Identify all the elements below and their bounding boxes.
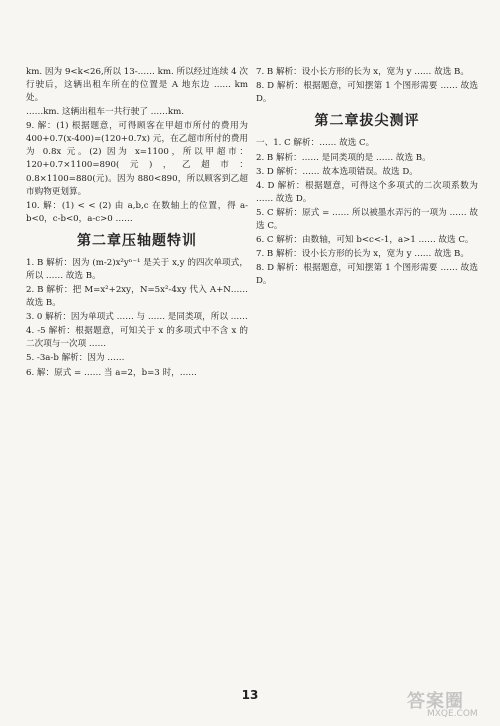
- test-answer-8: 8. D 解析：根据题意，可知摆第 1 个图形需要 …… 故选 D。: [256, 263, 478, 287]
- section-title-chapter2-training: 第二章压轴题特训: [77, 232, 197, 249]
- answer-9: 9. 解：(1) 根据题意，可得顾客在甲超市所付的费用为 400+0.7(x-400)=(120+0.7x) 元，在乙超市所付的费用为 0.8x 元。(2) 因为 x=1100，所以甲超市：120+0.7×1100=890(元)，乙超市：0.8×1100=880(元)。因为 880<890，所以顾客到乙超市购物更划算。: [26, 121, 248, 197]
- left-paragraph-1: km. 因为 9<k<26,所以 13-…… km. 所以经过连续 4 次行驶后，这辆出租车所在的位置是 A 地东边 …… km 处。: [26, 67, 248, 104]
- watermark-text: 答案圈: [407, 691, 464, 712]
- test-answer-4: 4. D 解析：根据题意，可得这个多项式的二次项系数为 …… 故选 D。: [256, 180, 478, 204]
- answer-8: 8. D 解析：根据题意，可知摆第 1 个图形需要 …… 故选 D。: [256, 81, 478, 105]
- right-column: [256, 66, 478, 289]
- section-title-chapter2-test: 第二章拔尖测评: [314, 113, 420, 130]
- training-answer-4: 4. -5 解析：根据题意，可知关于 x 的多项式中不含 x 的二次项与一次项 ……: [26, 326, 248, 350]
- left-column: [26, 66, 248, 381]
- training-answer-6: 6. 解：原式 = …… 当 a=2，b=3 时，……: [26, 367, 197, 378]
- watermark-url: MXQE.COM: [427, 709, 478, 719]
- test-answer-3: 3. D 解析：…… 故本选项错误。故选 D。: [256, 166, 418, 177]
- training-answer-3: 3. 0 解析：因为单项式 …… 与 …… 是同类项，所以 ……: [26, 312, 248, 323]
- answer-7: 7. B 解析：设小长方形的长为 x，宽为 y …… 故选 B。: [256, 67, 469, 77]
- watermark-logo: [407, 688, 493, 722]
- page-number: 13: [241, 688, 259, 702]
- test-answer-6: 6. C 解析：由数轴，可知 b<c<-1，a>1 …… 故选 C。: [256, 234, 474, 245]
- training-answer-1: 1. B 解析：因为 (m-2)x²yⁿ⁻¹ 是关于 x,y 的四次单项式，所以 …… 故选 B。: [26, 258, 248, 282]
- left-paragraph-2: ……km. 这辆出租车一共行驶了 ……km.: [26, 107, 184, 118]
- training-answer-2: 2. B 解析：把 M=x²+2xy，N=5x²-4xy 代入 A+N…… 故选 B。: [26, 285, 248, 309]
- answer-10: 10. 解：(1) < < (2) 由 a,b,c 在数轴上的位置，得 a-b<0，c-b<0，a-c>0 ……: [26, 200, 248, 224]
- training-answer-5: 5. -3a-b 解析：因为 ……: [26, 353, 125, 364]
- test-answer-7: 7. B 解析：设小长方形的长为 x，宽为 y …… 故选 B。: [256, 248, 469, 259]
- test-answer-5: 5. C 解析：原式 = …… 所以被墨水弄污的一项为 …… 故选 C。: [256, 207, 478, 231]
- test-answer-2: 2. B 解析：…… 是同类项的是 …… 故选 B。: [256, 152, 431, 163]
- test-answer-1: 一、1. C 解析：…… 故选 C。: [256, 138, 375, 149]
